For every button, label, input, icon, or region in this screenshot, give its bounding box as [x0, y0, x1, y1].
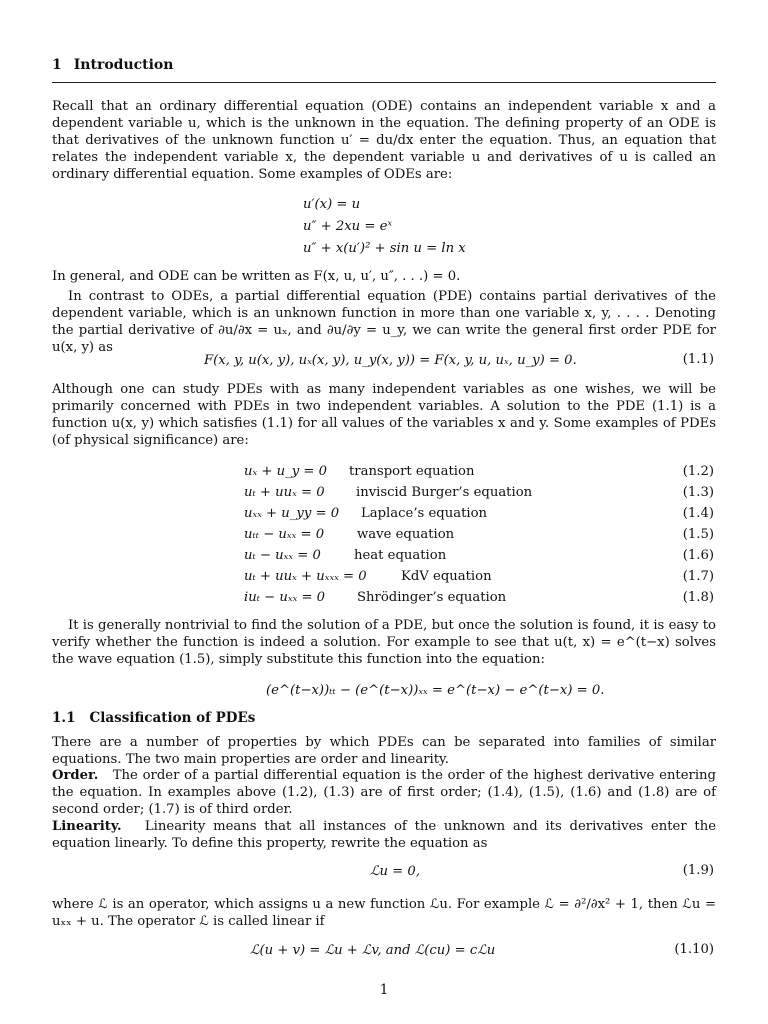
pde-example-row [52, 464, 716, 484]
ode-example: u′(x) = u [303, 197, 361, 212]
pde-name: heat equation [354, 548, 447, 563]
ode-example: u″ + x(u′)² + sin u = ln x [303, 241, 466, 256]
order-label: Order. [52, 768, 99, 783]
section-title: Introduction [73, 57, 174, 73]
equation-number: (1.4) [682, 506, 714, 521]
equation-number: (1.1) [682, 352, 714, 367]
pde-equation: uₜ + uuₓ = 0 [244, 485, 325, 500]
ode-example: u″ + 2xu = eˣ [303, 219, 393, 234]
order-text: The order of a partial differential equation is the order of the highest derivative entering the equation. In examples above (1.2), (1.3) are of first order; (1.4), (1.5), (1.6) and (1.8) are of second order; (1.7) is of third order. [52, 768, 716, 817]
equation-1-9: ℒu = 0, [370, 864, 421, 879]
pde-equation: uₓₓ + u_yy = 0 [244, 506, 340, 521]
order-paragraph [52, 767, 716, 818]
pde-name: KdV equation [401, 569, 492, 584]
pde-name: inviscid Burger’s equation [356, 485, 533, 500]
pde-solution-paragraph: Although one can study PDEs with as many independent variables as one wishes, we will be primarily concerned with PDEs in two independent variables. A solution to the PDE (1.1) is a function u(x, y) which satisfies (1.1) for all values of the variables x and y. Some examples of PDEs (of physical significance) are: [52, 382, 716, 448]
equation-number: (1.10) [674, 942, 714, 957]
equation-number: (1.8) [682, 590, 714, 605]
pde-equation: uₜ + uuₓ + uₓₓₓ = 0 [244, 569, 367, 584]
linearity-text: Linearity means that all instances of the unknown and its derivatives enter the equation linearly. To define this property, rewrite the equation as [52, 819, 716, 851]
section-rule [52, 82, 716, 83]
pde-example-row [52, 527, 716, 547]
pde-name: wave equation [357, 527, 455, 542]
subsection-heading: 1.1 Classification of PDEs [52, 710, 256, 726]
pde-example-row [52, 485, 716, 505]
operator-paragraph: where ℒ is an operator, which assigns u a new function ℒu. For example ℒ = ∂²/∂x² + 1, then ℒu = uₓₓ + u. The operator ℒ is called linear if [52, 897, 716, 929]
equation-1-10: ℒ(u + v) = ℒu + ℒv, and ℒ(cu) = cℒu [250, 943, 496, 958]
pde-equation: uₜₜ − uₓₓ = 0 [244, 527, 325, 542]
pde-equation: iuₜ − uₓₓ = 0 [244, 590, 326, 605]
classification-paragraph: There are a number of properties by which PDEs can be separated into families of similar equations. The two main properties are order and linearity. [52, 735, 716, 767]
equation-number: (1.7) [682, 569, 714, 584]
equation-number: (1.3) [682, 485, 714, 500]
equation-number: (1.5) [682, 527, 714, 542]
equation-number: (1.2) [682, 464, 714, 479]
section-heading: 1 Introduction [52, 57, 174, 73]
pde-name: transport equation [349, 464, 475, 479]
pde-example-row [52, 506, 716, 526]
equation-number: (1.6) [682, 548, 714, 563]
pde-intro-paragraph: In contrast to ODEs, a partial differential equation (PDE) contains partial derivatives of the dependent variable, which is an unknown function in more than one variable x, y, . . . . Denoting the partial derivative of ∂u/∂x = uₓ, and ∂u/∂y = u_y, we can write the general first order PDE for u(x, y) as [52, 289, 716, 355]
subsection-title: Classification of PDEs [89, 710, 256, 726]
page-number: 1 [379, 982, 389, 998]
general-ode-paragraph: In general, and ODE can be written as F(x, u, u′, u″, . . .) = 0. [52, 269, 461, 284]
intro-paragraph: Recall that an ordinary differential equation (ODE) contains an independent variable x and a dependent variable u, which is the unknown in the equation. The defining property of an ODE is that derivatives of the unknown function u′ = du/dx enter the equation. Thus, an equation that relates the independent variable x, the dependent variable u and derivatives of u is called an ordinary differential equation. Some examples of ODEs are: [52, 99, 716, 182]
pde-equation: uₜ − uₓₓ = 0 [244, 548, 321, 563]
wave-check-equation: (e^(t−x))ₜₜ − (e^(t−x))ₓₓ = e^(t−x) − e^(t−x) = 0. [266, 683, 605, 698]
linearity-label: Linearity. [52, 819, 122, 834]
linearity-paragraph [52, 818, 716, 852]
equation-1-1: F(x, y, u(x, y), uₓ(x, y), u_y(x, y)) = F(x, y, u, uₓ, u_y) = 0. [204, 353, 577, 368]
pde-equation: uₓ + u_y = 0 [244, 464, 327, 479]
pde-example-row [52, 569, 716, 589]
pde-name: Shrödinger’s equation [357, 590, 507, 605]
verify-solution-paragraph: It is generally nontrivial to find the solution of a PDE, but once the solution is found, it is easy to verify whether the function is indeed a solution. For example to see that u(t, x) = e^(t−x) solves the wave equation (1.5), simply substitute this function into the equation: [52, 618, 716, 667]
pde-example-row [52, 548, 716, 568]
pde-name: Laplace’s equation [361, 506, 488, 521]
pde-example-row [52, 590, 716, 610]
equation-number: (1.9) [682, 863, 714, 878]
